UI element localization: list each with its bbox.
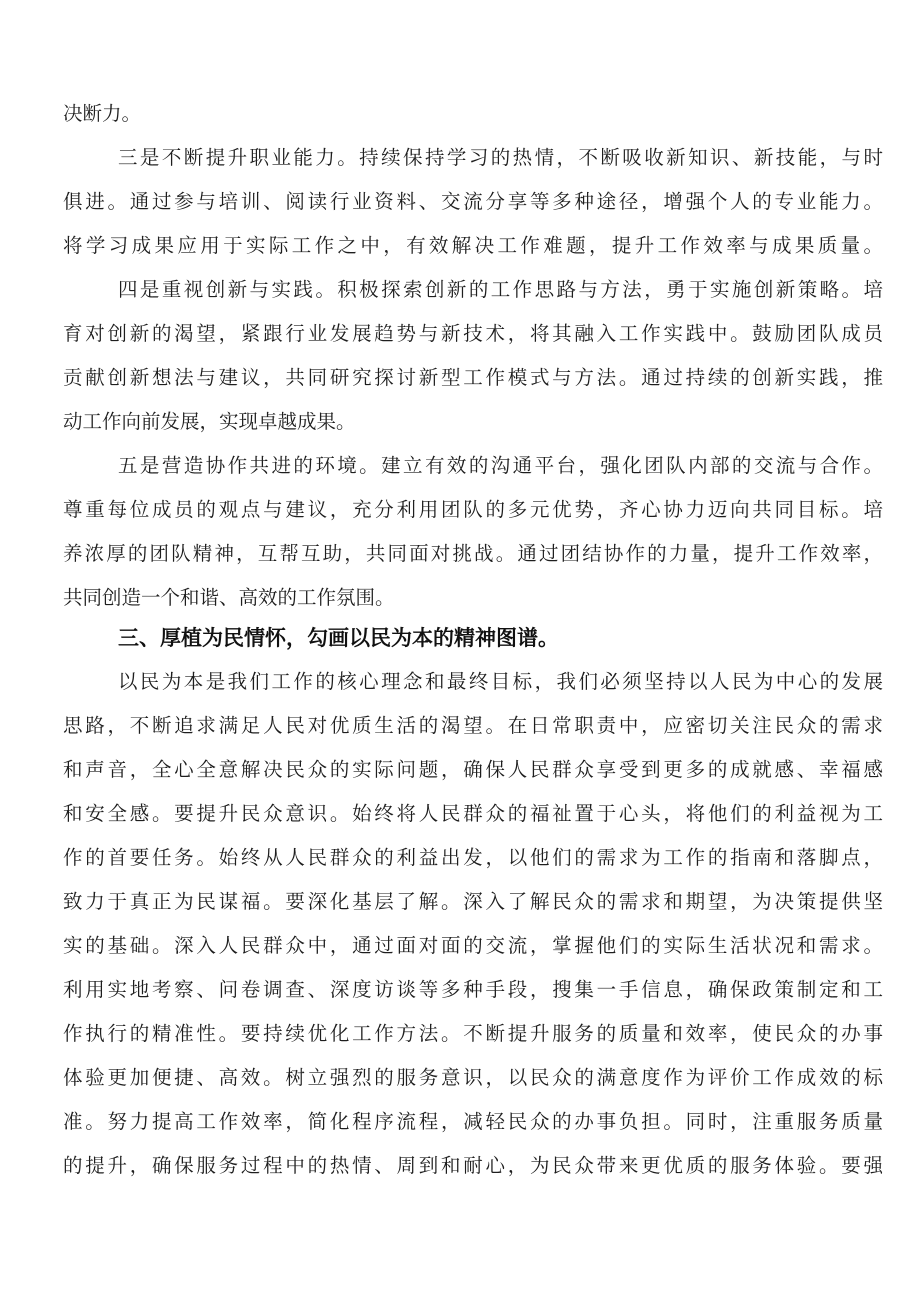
text-line: 养浓厚的团队精神，互帮互助，共同面对挑战。通过团结协作的力量，提升工作效率， [63, 542, 883, 565]
text-line: 致力于真正为民谋福。要深化基层了解。深入了解民众的需求和期望，为决策提供坚 [63, 890, 883, 913]
text-line: 的提升，确保服务过程中的热情、周到和耐心，为民众带来更优质的服务体验。要强 [63, 1154, 883, 1177]
paragraph-group-top [63, 92, 883, 620]
text-line: 贡献创新想法与建议，共同研究探讨新型工作模式与方法。通过持续的创新实践，推 [63, 366, 883, 389]
text-line: 俱进。通过参与培训、阅读行业资料、交流分享等多种途径，增强个人的专业能力。 [63, 190, 883, 213]
text-line: 思路，不断追求满足人民对优质生活的渴望。在日常职责中，应密切关注民众的需求 [63, 714, 883, 737]
paragraph-group-bottom [63, 660, 883, 1188]
text-line: 尊重每位成员的观点与建议，充分利用团队的多元优势，齐心协力迈向共同目标。培 [63, 498, 883, 521]
text-line: 准。努力提高工作效率，简化程序流程，减轻民众的办事负担。同时，注重服务质量 [63, 1110, 883, 1133]
section-heading: 三、厚植为民情怀，勾画以民为本的精神图谱。 [118, 626, 559, 650]
text-line: 将学习成果应用于实际工作之中，有效解决工作难题，提升工作效率与成果质量。 [63, 234, 883, 257]
text-line: 和安全感。要提升民众意识。始终将人民群众的福祉置于心头，将他们的利益视为工 [63, 802, 883, 825]
text-line: 动工作向前发展，实现卓越成果。 [63, 410, 356, 433]
text-line: 以民为本是我们工作的核心理念和最终目标，我们必须坚持以人民为中心的发展 [118, 670, 883, 693]
text-line: 实的基础。深入人民群众中，通过面对面的交流，掌握他们的实际生活状况和需求。 [63, 934, 883, 957]
text-line: 五是营造协作共进的环境。建立有效的沟通平台，强化团队内部的交流与合作。 [118, 454, 883, 477]
text-line: 四是重视创新与实践。积极探索创新的工作思路与方法，勇于实施创新策略。培 [118, 278, 883, 301]
text-line: 三是不断提升职业能力。持续保持学习的热情，不断吸收新知识、新技能，与时 [118, 146, 883, 169]
text-line: 和声音，全心全意解决民众的实际问题，确保人民群众享受到更多的成就感、幸福感 [63, 758, 883, 781]
text-line: 育对创新的渴望，紧跟行业发展趋势与新技术，将其融入工作实践中。鼓励团队成员 [63, 322, 883, 345]
text-line: 体验更加便捷、高效。树立强烈的服务意识，以民众的满意度作为评价工作成效的标 [63, 1066, 883, 1089]
text-line: 决断力。 [63, 102, 142, 125]
text-line: 作执行的精准性。要持续优化工作方法。不断提升服务的质量和效率，使民众的办事 [63, 1022, 883, 1045]
text-line: 共同创造一个和谐、高效的工作氛围。 [63, 586, 395, 609]
text-line: 作的首要任务。始终从人民群众的利益出发，以他们的需求为工作的指南和落脚点， [63, 846, 883, 869]
text-line: 利用实地考察、问卷调查、深度访谈等多种手段，搜集一手信息，确保政策制定和工 [63, 978, 883, 1001]
